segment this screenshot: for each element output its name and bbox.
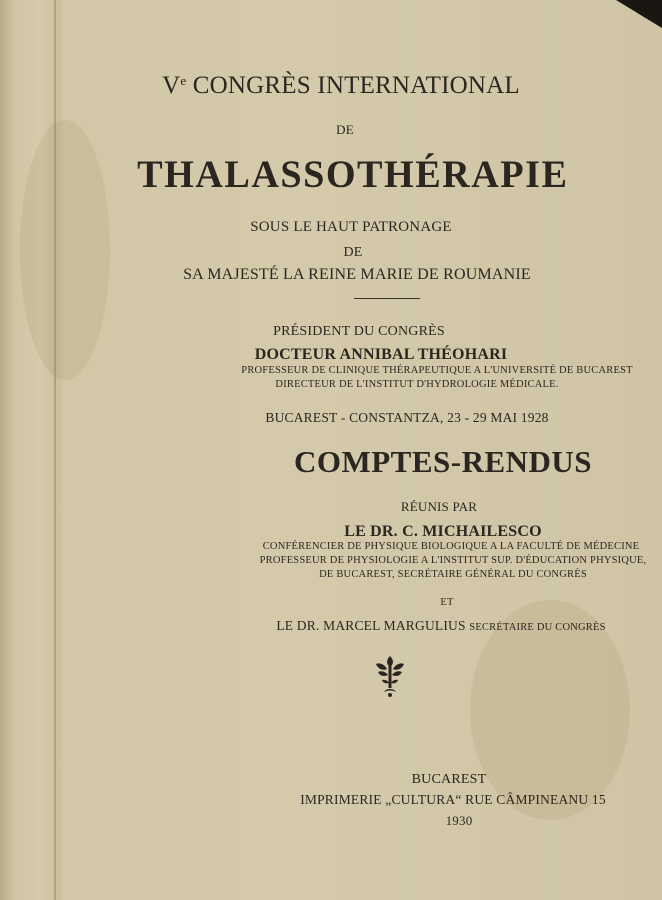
de-line-1: DE bbox=[336, 122, 354, 137]
editor-1-name: LE DR. C. MICHAILESCO bbox=[344, 523, 542, 540]
imprint-city: BUCAREST bbox=[411, 772, 487, 787]
place-date: BUCAREST - CONSTANTZA, 23 - 29 MAI 1928 bbox=[265, 410, 549, 425]
congres-heading bbox=[0, 72, 662, 100]
editor-2-line bbox=[0, 618, 662, 634]
main-title: THALASSOTHÉRAPIE bbox=[137, 153, 569, 196]
president-label: PRÉSIDENT DU CONGRÈS bbox=[273, 324, 445, 339]
majeste-line: SA MAJESTÉ LA REINE MARIE DE ROUMANIE bbox=[183, 266, 531, 283]
comptes-rendus-heading: COMPTES-RENDUS bbox=[293, 444, 593, 479]
torn-corner bbox=[616, 0, 662, 28]
divider-rule bbox=[354, 298, 420, 299]
editor-1-title-1: CONFÉRENCIER DE PHYSIQUE BIOLOGIQUE A LA FACULTÉ DE MÉDECINE bbox=[262, 541, 640, 552]
congres-text: CONGRÈS INTERNATIONAL bbox=[192, 72, 520, 99]
congres-superscript: e bbox=[180, 73, 187, 88]
editor-2-title: SECRÉTAIRE DU CONGRÈS bbox=[469, 622, 606, 633]
imprint-printer: IMPRIMERIE „CULTURA“ RUE CÂMPINEANU 15 bbox=[300, 792, 606, 807]
editor-1-title-2: PROFESSEUR DE PHYSIOLOGIE A L'INSTITUT SUP. D'ÉDUCATION PHYSIQUE, bbox=[259, 555, 647, 566]
president-title-2: DIRECTEUR DE L'INSTITUT D'HYDROLOGIE MÉDICALE. bbox=[275, 379, 559, 390]
patronage-line: SOUS LE HAUT PATRONAGE bbox=[250, 219, 452, 235]
reunis-par: RÉUNIS PAR bbox=[400, 499, 478, 514]
et-line: ET bbox=[440, 597, 454, 608]
president-title-1: PROFESSEUR DE CLINIQUE THÉRAPEUTIQUE A L'UNIVERSITÉ DE BUCAREST bbox=[241, 365, 633, 376]
president-name: DOCTEUR ANNIBAL THÉOHARI bbox=[254, 346, 508, 363]
editor-1-title-3: DE BUCAREST, SECRÉTAIRE GÉNÉRAL DU CONGRÈS bbox=[319, 569, 587, 580]
fleuron-icon bbox=[372, 654, 408, 698]
imprint-year: 1930 bbox=[445, 813, 473, 828]
congres-number: V bbox=[162, 72, 181, 99]
editor-2-name: LE DR. MARCEL MARGULIUS bbox=[276, 618, 466, 633]
de-line-2: DE bbox=[343, 245, 363, 260]
